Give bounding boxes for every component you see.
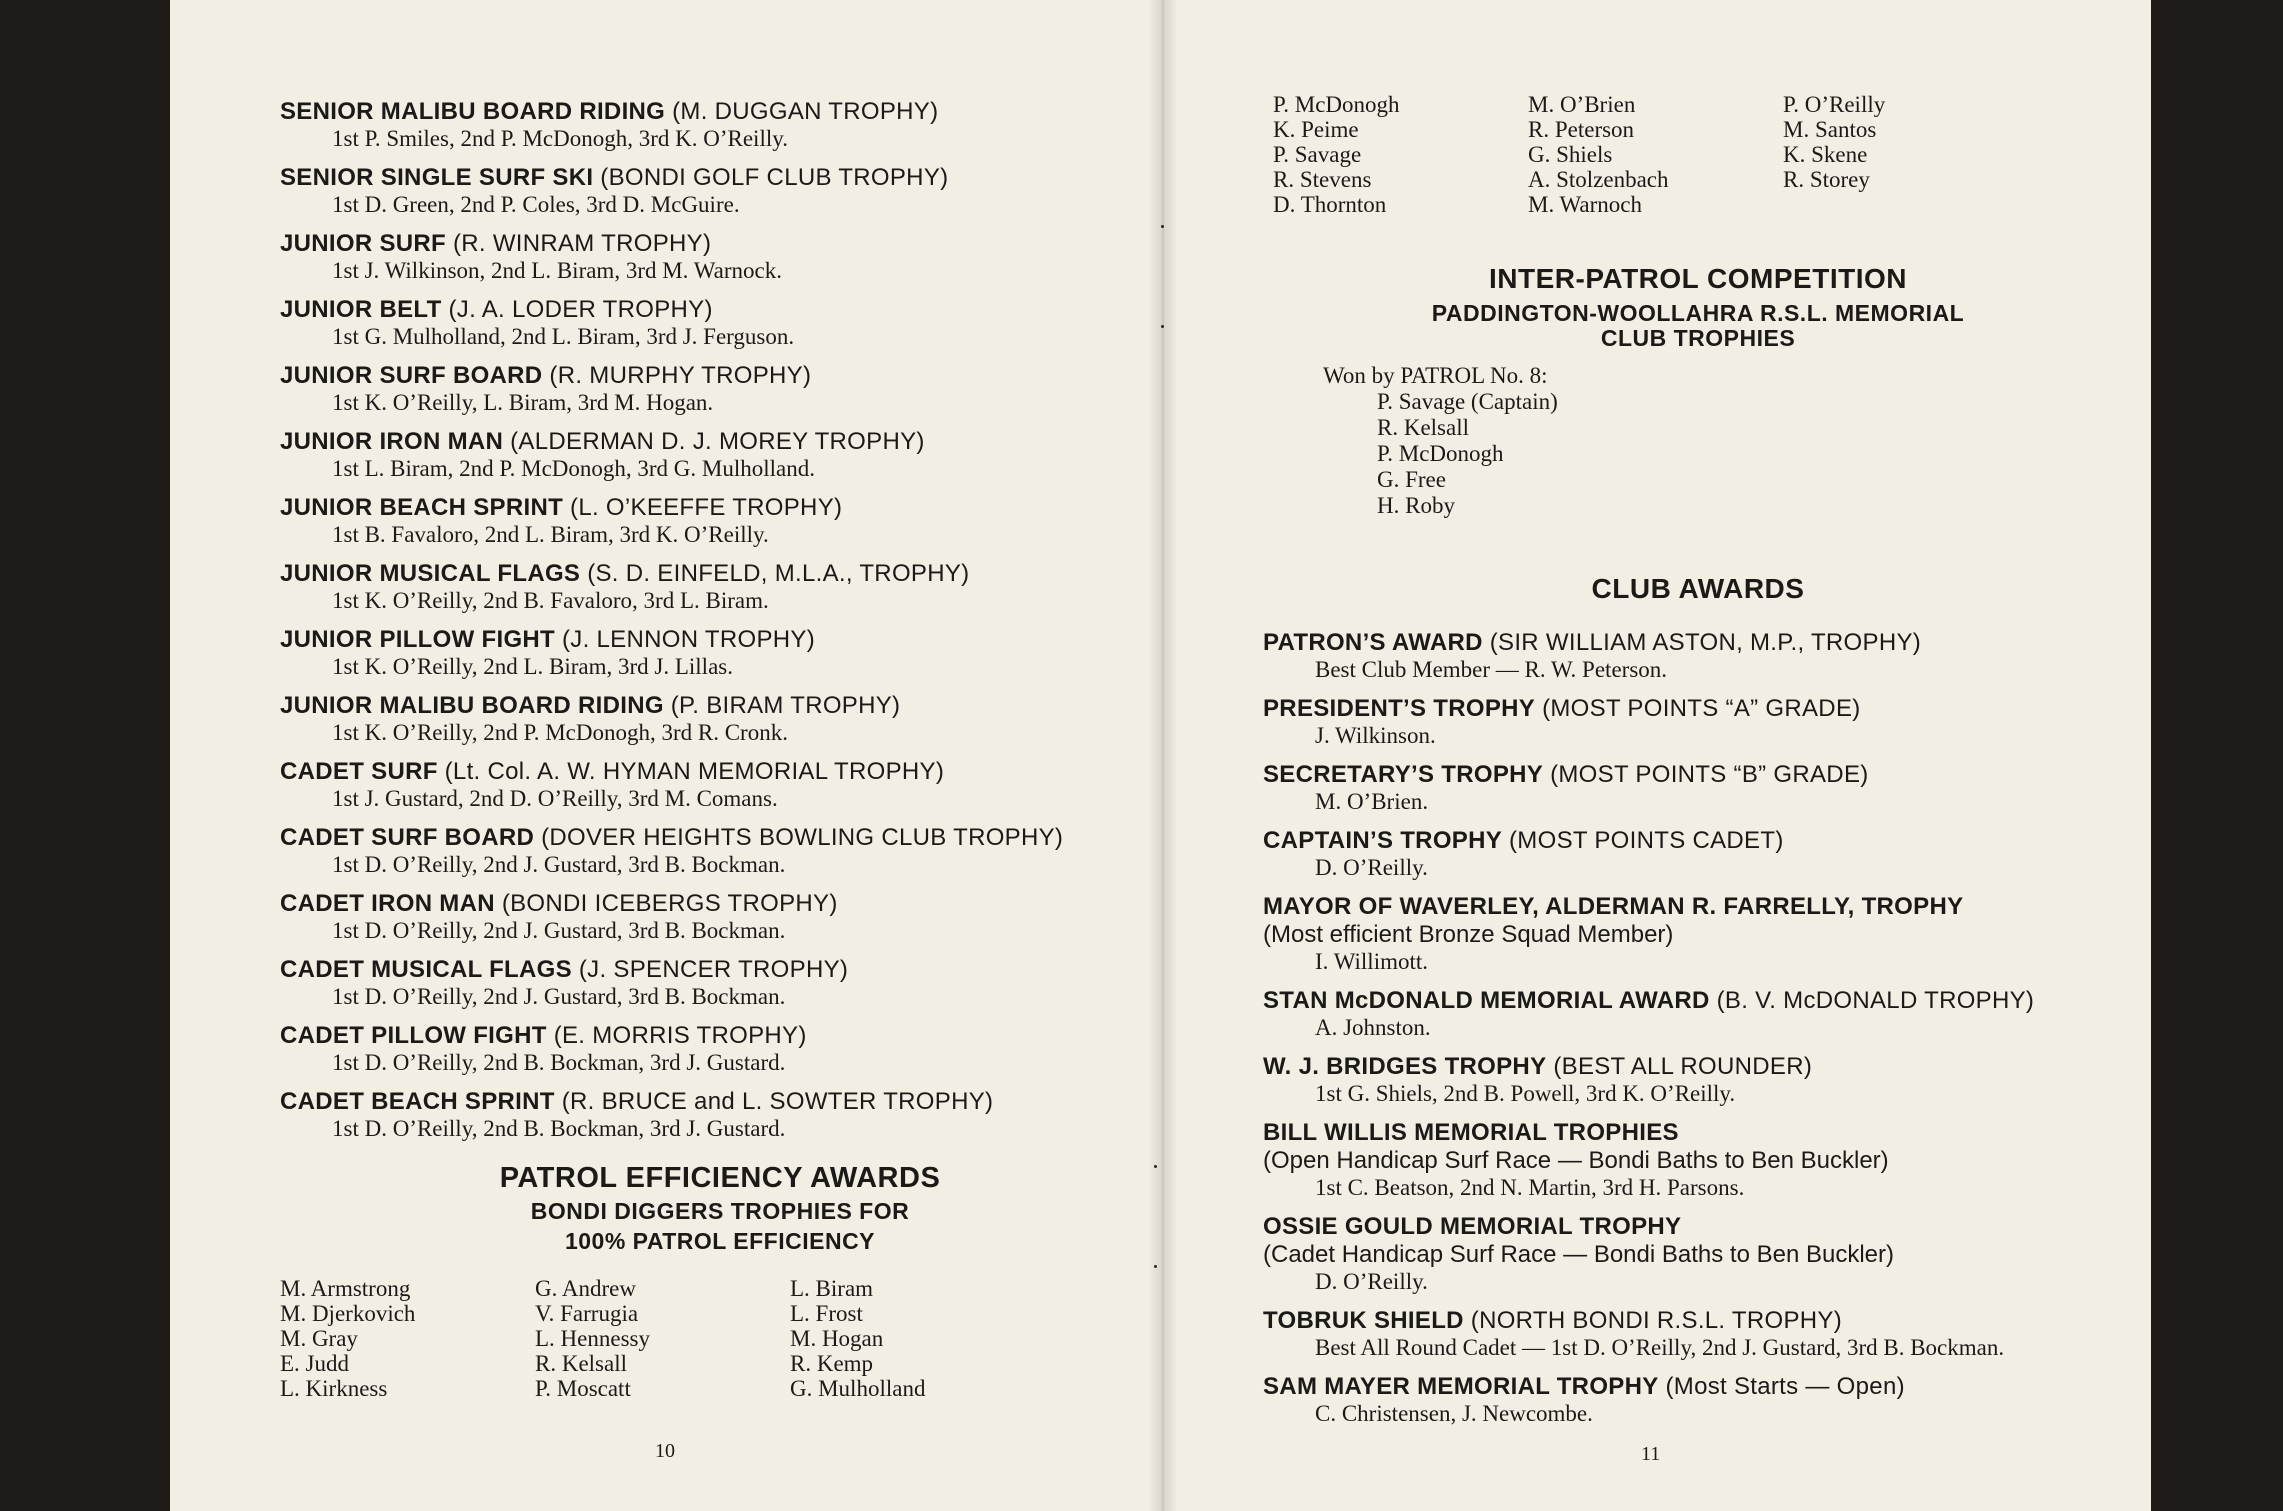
club-award-entry	[1263, 987, 2133, 1041]
award-result: I. Willimott.	[1315, 949, 1429, 974]
binding-stitch	[1161, 325, 1164, 328]
award-result: 1st D. O’Reilly, 2nd B. Bockman, 3rd J. Gustard.	[332, 1050, 786, 1075]
award-result: 1st K. O’Reilly, L. Biram, 3rd M. Hogan.	[332, 390, 714, 415]
award-event-name: SENIOR SINGLE SURF SKI	[280, 164, 594, 191]
name-item: L. Hennessy	[535, 1326, 650, 1351]
name-item: M. Warnoch	[1528, 192, 1642, 217]
award-event-name: OSSIE GOULD MEMORIAL TROPHY	[1263, 1213, 1682, 1240]
award-heading	[280, 164, 1160, 192]
award-trophy-name: (R. MURPHY TROPHY)	[549, 362, 812, 389]
won-by-text: Won by PATROL No. 8:	[1323, 363, 1548, 388]
award-result: 1st C. Beatson, 2nd N. Martin, 3rd H. Parsons.	[1315, 1175, 1745, 1200]
club-award-entry	[1263, 827, 2133, 881]
left-awards-column	[280, 98, 1160, 1401]
award-entry	[280, 1022, 1160, 1076]
award-trophy-name: (S. D. EINFELD, M.L.A., TROPHY)	[587, 560, 970, 587]
inter-patrol-section	[1263, 261, 2133, 519]
name-item: M. Armstrong	[280, 1276, 411, 1301]
award-result: 1st G. Shiels, 2nd B. Powell, 3rd K. O’Reilly.	[1315, 1081, 1736, 1106]
award-heading	[280, 626, 1160, 654]
patrol-member: R. Kelsall	[1377, 415, 1469, 440]
award-heading	[280, 494, 1160, 522]
award-result: 1st K. O’Reilly, 2nd B. Favaloro, 3rd L. Biram.	[332, 588, 769, 613]
page-number: 10	[655, 1440, 675, 1462]
binding-stitch	[1161, 225, 1164, 228]
award-entry	[280, 296, 1160, 350]
award-heading	[280, 956, 1160, 984]
award-heading	[280, 560, 1160, 588]
award-heading	[1263, 695, 2133, 723]
name-item: K. Peime	[1273, 117, 1359, 142]
award-entry	[280, 362, 1160, 416]
name-item: R. Storey	[1783, 167, 1870, 192]
award-heading	[280, 692, 1160, 720]
club-award-entry	[1263, 1307, 2133, 1361]
award-trophy-name: (Lt. Col. A. W. HYMAN MEMORIAL TROPHY)	[444, 758, 945, 785]
award-event-name: JUNIOR SURF BOARD	[280, 362, 543, 389]
award-event-name: BILL WILLIS MEMORIAL TROPHIES	[1263, 1119, 1679, 1146]
award-heading	[1263, 987, 2133, 1015]
award-trophy-name: (DOVER HEIGHTS BOWLING CLUB TROPHY)	[541, 824, 1064, 851]
award-heading	[1263, 761, 2133, 789]
award-trophy-name: (L. O’KEEFFE TROPHY)	[570, 494, 843, 521]
award-entry	[280, 560, 1160, 614]
award-event-name: SECRETARY’S TROPHY	[1263, 761, 1544, 788]
award-result: 1st J. Gustard, 2nd D. O’Reilly, 3rd M. Comans.	[332, 786, 778, 811]
name-item: D. Thornton	[1273, 192, 1387, 217]
right-column	[1263, 92, 2133, 1439]
name-item: E. Judd	[280, 1351, 349, 1376]
award-result: M. O’Brien.	[1315, 789, 1429, 814]
award-description: (Most efficient Bronze Squad Member)	[1263, 921, 1674, 948]
name-item: R. Kelsall	[535, 1351, 627, 1376]
award-event-name: W. J. BRIDGES TROPHY	[1263, 1053, 1547, 1080]
name-item: P. Savage	[1273, 142, 1362, 167]
continued-patrol-names	[1273, 92, 2133, 217]
club-award-entry	[1263, 893, 2133, 975]
club-award-entry	[1263, 695, 2133, 749]
award-trophy-name: (R. BRUCE and L. SOWTER TROPHY)	[561, 1088, 994, 1115]
award-heading	[280, 230, 1160, 258]
name-item: M. Djerkovich	[280, 1301, 416, 1326]
award-heading	[280, 1022, 1160, 1050]
award-result: C. Christensen, J. Newcombe.	[1315, 1401, 1593, 1426]
award-description: (Open Handicap Surf Race — Bondi Baths to Ben Buckler)	[1263, 1147, 1889, 1174]
name-item: M. Santos	[1783, 117, 1877, 142]
patrol-efficiency-subtitle-2: 100% PATROL EFFICIENCY	[564, 1228, 876, 1254]
award-trophy-name: (M. DUGGAN TROPHY)	[672, 98, 939, 125]
binding-stitch	[1154, 1265, 1157, 1268]
award-trophy-name: (MOST POINTS CADET)	[1509, 827, 1784, 854]
name-item: P. McDonogh	[1273, 92, 1400, 117]
name-item: M. Hogan	[790, 1326, 884, 1351]
award-result: D. O’Reilly.	[1315, 1269, 1428, 1294]
award-event-name: CAPTAIN’S TROPHY	[1263, 827, 1503, 854]
award-result: 1st K. O’Reilly, 2nd P. McDonogh, 3rd R. Cronk.	[332, 720, 788, 745]
award-result: 1st D. Green, 2nd P. Coles, 3rd D. McGuire.	[332, 192, 740, 217]
award-entry	[280, 98, 1160, 152]
club-award-entry	[1263, 761, 2133, 815]
award-heading	[280, 890, 1160, 918]
award-result: 1st K. O’Reilly, 2nd L. Biram, 3rd J. Lillas.	[332, 654, 733, 679]
name-column	[1273, 92, 1528, 217]
award-entry	[280, 1088, 1160, 1142]
award-event-name: MAYOR OF WAVERLEY, ALDERMAN R. FARRELLY, TROPHY	[1263, 893, 1964, 920]
award-trophy-name: (NORTH BONDI R.S.L. TROPHY)	[1470, 1307, 1843, 1334]
award-result: 1st D. O’Reilly, 2nd B. Bockman, 3rd J. Gustard.	[332, 1116, 786, 1141]
award-heading	[280, 296, 1160, 324]
award-heading	[1263, 1053, 2133, 1081]
binding-stitch	[1154, 1165, 1157, 1168]
name-item: P. Moscatt	[535, 1376, 631, 1401]
award-event-name: JUNIOR PILLOW FIGHT	[280, 626, 556, 653]
award-trophy-name: (ALDERMAN D. J. MOREY TROPHY)	[510, 428, 925, 455]
award-trophy-name: (MOST POINTS “A” GRADE)	[1542, 695, 1861, 722]
award-event-name: JUNIOR MUSICAL FLAGS	[280, 560, 581, 587]
name-item: G. Mulholland	[790, 1376, 926, 1401]
award-event-name: JUNIOR MALIBU BOARD RIDING	[280, 692, 664, 719]
award-trophy-name: (BONDI ICEBERGS TROPHY)	[501, 890, 838, 917]
award-trophy-name: (Most Starts — Open)	[1665, 1373, 1905, 1400]
award-trophy-name: (SIR WILLIAM ASTON, M.P., TROPHY)	[1489, 629, 1922, 656]
club-award-entry	[1263, 1373, 2133, 1427]
award-event-name: JUNIOR SURF	[280, 230, 446, 257]
name-item: R. Kemp	[790, 1351, 874, 1376]
name-column	[280, 1276, 535, 1401]
right-page	[1163, 0, 2151, 1511]
award-entry	[280, 494, 1160, 548]
award-entry	[280, 230, 1160, 284]
award-heading	[280, 824, 1160, 852]
award-event-name: CADET SURF	[280, 758, 438, 785]
inter-patrol-subtitle-2: CLUB TROPHIES	[1600, 325, 1796, 351]
award-event-name: PRESIDENT’S TROPHY	[1263, 695, 1536, 722]
award-event-name: SAM MAYER MEMORIAL TROPHY	[1263, 1373, 1659, 1400]
name-item: M. Gray	[280, 1326, 358, 1351]
award-entry	[280, 692, 1160, 746]
award-trophy-name: (BONDI GOLF CLUB TROPHY)	[600, 164, 949, 191]
name-item: V. Farrugia	[535, 1301, 639, 1326]
award-trophy-name: (MOST POINTS “B” GRADE)	[1550, 761, 1869, 788]
patrol-efficiency-section	[280, 1160, 1160, 1401]
award-event-name: JUNIOR IRON MAN	[280, 428, 504, 455]
club-awards-list	[1263, 629, 2133, 1427]
name-item: G. Shiels	[1528, 142, 1613, 167]
award-event-name: CADET BEACH SPRINT	[280, 1088, 555, 1115]
name-item: L. Kirkness	[280, 1376, 388, 1401]
award-trophy-name: (P. BIRAM TROPHY)	[670, 692, 901, 719]
award-entry	[280, 164, 1160, 218]
award-event-name: CADET MUSICAL FLAGS	[280, 956, 572, 983]
award-heading	[1263, 827, 2133, 855]
club-award-entry	[1263, 1053, 2133, 1107]
left-awards-list	[280, 98, 1160, 1142]
award-trophy-name: (J. SPENCER TROPHY)	[578, 956, 849, 983]
patrol-member: P. Savage (Captain)	[1377, 389, 1558, 414]
award-trophy-name: (J. LENNON TROPHY)	[562, 626, 815, 653]
award-result: Best Club Member — R. W. Peterson.	[1315, 657, 1668, 682]
award-heading	[1263, 1213, 2133, 1241]
award-event-name: CADET SURF BOARD	[280, 824, 535, 851]
patrol-members-list	[1263, 389, 2133, 519]
award-event-name: STAN McDONALD MEMORIAL AWARD	[1263, 987, 1710, 1014]
award-result: 1st D. O’Reilly, 2nd J. Gustard, 3rd B. Bockman.	[332, 918, 786, 943]
patrol-member: G. Free	[1377, 467, 1446, 492]
award-heading	[280, 428, 1160, 456]
award-event-name: JUNIOR BEACH SPRINT	[280, 494, 564, 521]
award-heading	[280, 362, 1160, 390]
name-item: M. O’Brien	[1528, 92, 1636, 117]
award-entry	[280, 428, 1160, 482]
award-result: 1st D. O’Reilly, 2nd J. Gustard, 3rd B. Bockman.	[332, 984, 786, 1009]
name-item: K. Skene	[1783, 142, 1868, 167]
name-column	[790, 1276, 1045, 1401]
award-trophy-name: (BEST ALL ROUNDER)	[1553, 1053, 1813, 1080]
award-heading	[1263, 893, 2133, 921]
club-award-entry	[1263, 1119, 2133, 1201]
patrol-efficiency-names	[280, 1276, 1160, 1401]
award-result: 1st J. Wilkinson, 2nd L. Biram, 3rd M. Warnock.	[332, 258, 782, 283]
award-heading	[1263, 1307, 2133, 1335]
award-event-name: TOBRUK SHIELD	[1263, 1307, 1464, 1334]
award-result: Best All Round Cadet — 1st D. O’Reilly, 2nd J. Gustard, 3rd B. Bockman.	[1315, 1335, 2005, 1360]
award-heading	[280, 1088, 1160, 1116]
name-item: L. Biram	[790, 1276, 874, 1301]
patrol-efficiency-subtitle-1: BONDI DIGGERS TROPHIES FOR	[530, 1198, 910, 1224]
award-heading	[1263, 1119, 2133, 1147]
award-result: 1st L. Biram, 2nd P. McDonogh, 3rd G. Mulholland.	[332, 456, 815, 481]
name-item: P. O’Reilly	[1783, 92, 1886, 117]
award-trophy-name: (E. MORRIS TROPHY)	[553, 1022, 807, 1049]
club-award-entry	[1263, 629, 2133, 683]
club-award-entry	[1263, 1213, 2133, 1295]
award-entry	[280, 956, 1160, 1010]
award-trophy-name: (J. A. LODER TROPHY)	[448, 296, 713, 323]
award-result: 1st G. Mulholland, 2nd L. Biram, 3rd J. Ferguson.	[332, 324, 795, 349]
award-heading	[1263, 629, 2133, 657]
award-heading	[1263, 1373, 2133, 1401]
award-event-name: CADET PILLOW FIGHT	[280, 1022, 547, 1049]
name-item: R. Stevens	[1273, 167, 1372, 192]
award-result: 1st D. O’Reilly, 2nd J. Gustard, 3rd B. Bockman.	[332, 852, 786, 877]
award-entry	[280, 824, 1160, 878]
award-event-name: CADET IRON MAN	[280, 890, 495, 917]
award-heading	[280, 98, 1160, 126]
patrol-efficiency-title: PATROL EFFICIENCY AWARDS	[499, 1162, 941, 1194]
name-item: G. Andrew	[535, 1276, 636, 1301]
award-trophy-name: (B. V. McDONALD TROPHY)	[1716, 987, 2035, 1014]
name-column	[1528, 92, 1783, 217]
award-entry	[280, 890, 1160, 944]
name-column	[1783, 92, 2038, 217]
award-event-name: PATRON’S AWARD	[1263, 629, 1483, 656]
patrol-member: H. Roby	[1377, 493, 1455, 518]
name-item: A. Stolzenbach	[1528, 167, 1669, 192]
name-item: R. Peterson	[1528, 117, 1635, 142]
name-item: L. Frost	[790, 1301, 863, 1326]
page-number: 11	[1641, 1443, 1661, 1465]
award-trophy-name: (R. WINRAM TROPHY)	[452, 230, 712, 257]
left-page	[170, 0, 1163, 1511]
inter-patrol-subtitle-1: PADDINGTON-WOOLLAHRA R.S.L. MEMORIAL	[1431, 300, 1965, 326]
award-heading	[280, 758, 1160, 786]
award-result: 1st P. Smiles, 2nd P. McDonogh, 3rd K. O’Reilly.	[332, 126, 788, 151]
award-result: D. O’Reilly.	[1315, 855, 1428, 880]
patrol-member: P. McDonogh	[1377, 441, 1504, 466]
inter-patrol-title: INTER-PATROL COMPETITION	[1489, 263, 1907, 294]
award-description: (Cadet Handicap Surf Race — Bondi Baths to Ben Buckler)	[1263, 1241, 1894, 1268]
award-entry	[280, 758, 1160, 812]
award-result: 1st B. Favaloro, 2nd L. Biram, 3rd K. O’Reilly.	[332, 522, 769, 547]
award-entry	[280, 626, 1160, 680]
award-result: A. Johnston.	[1315, 1015, 1431, 1040]
club-awards-title: CLUB AWARDS	[1591, 573, 1805, 604]
award-event-name: SENIOR MALIBU BOARD RIDING	[280, 98, 666, 125]
name-column	[535, 1276, 790, 1401]
award-result: J. Wilkinson.	[1315, 723, 1436, 748]
award-event-name: JUNIOR BELT	[280, 296, 442, 323]
club-awards-section	[1263, 571, 2133, 1427]
